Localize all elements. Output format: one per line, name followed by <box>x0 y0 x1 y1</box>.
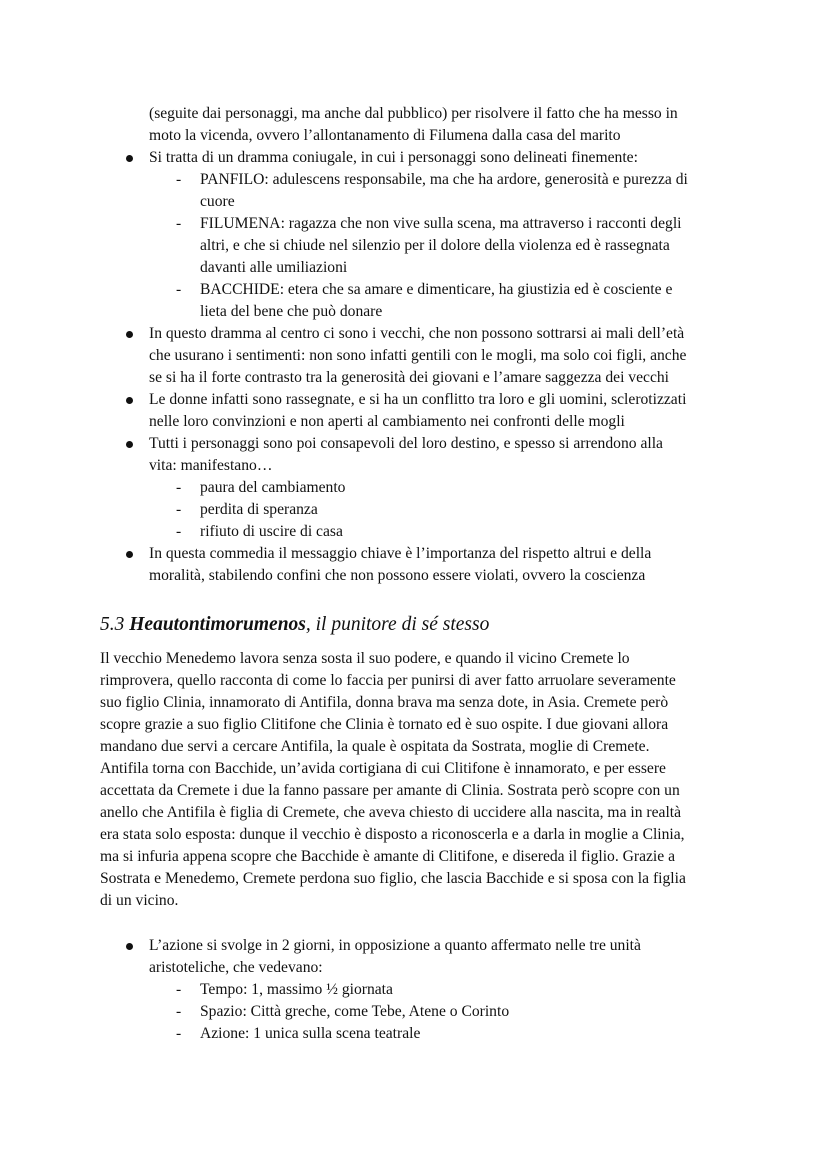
section-title: Heautontimorumenos <box>129 614 306 635</box>
bullet-dot <box>126 441 133 448</box>
dash-marker: - <box>176 501 182 518</box>
paragraph-line: mandano due servi a cercare Antifila, la quale è ospitata da Sostrata, moglie di Cremete. <box>100 738 650 755</box>
section-number: 5.3 <box>100 614 130 635</box>
dash-marker: - <box>176 281 182 298</box>
bullet1-text: Si tratta di un dramma coniugale, in cui i personaggi sono delineati finemente: <box>149 149 638 166</box>
section-subtitle: , il punitore di sé stesso <box>305 614 490 635</box>
paragraph-line: di un vicino. <box>100 892 179 909</box>
bullet4-line-1: Tutti i personaggi sono poi consapevoli del loro destino, e spesso si arrendono alla <box>149 435 663 452</box>
bullet-dot <box>126 943 133 950</box>
section-heading <box>100 612 489 638</box>
intro-line-2: moto la vicenda, ovvero l’allontanamento di Filumena dalla casa del marito <box>149 127 621 144</box>
paragraph-line: scopre grazie a suo figlio Clitifone che Clinia è tornato ed è suo ospite. I due giovani allora <box>100 716 669 733</box>
paragraph-line: Il vecchio Menedemo lavora senza sosta il suo podere, e quando il vicino Cremete lo <box>100 650 630 667</box>
paragraph-line: ma si infuria appena scopre che Bacchide è amante di Clitifone, e disereda il figlio. Grazie a <box>100 848 675 865</box>
paragraph-line: Antifila torna con Bacchide, un’avida cortigiana di cui Clitifone è innamorato, e per essere <box>100 760 666 777</box>
bullet6-line-2: aristoteliche, che vedevano: <box>149 959 323 976</box>
dash-marker: - <box>176 215 182 232</box>
sub-item-filumena-2: altri, e che si chiude nel silenzio per il dolore della violenza ed è rassegnata <box>200 237 670 254</box>
sub-item-panfilo-1: PANFILO: adulescens responsabile, ma che ha ardore, generosità e purezza di <box>200 171 688 188</box>
sub-item: paura del cambiamento <box>200 479 346 496</box>
sub-item: rifiuto di uscire di casa <box>200 523 343 540</box>
dash-marker: - <box>176 479 182 496</box>
paragraph-line: era stata solo esposta: dunque il vecchio è disposto a riconoscerla e a darla in moglie a Clinia, <box>100 826 685 843</box>
sub-item: Spazio: Città greche, come Tebe, Atene o Corinto <box>200 1003 510 1020</box>
dash-marker: - <box>176 171 182 188</box>
bullet5-line-2: moralità, stabilendo confini che non possono essere violati, ovvero la coscienza <box>149 567 646 584</box>
sub-item: Azione: 1 unica sulla scena teatrale <box>200 1025 421 1042</box>
sub-item-panfilo-2: cuore <box>200 193 235 210</box>
paragraph-line: accettata da Cremete i due la fanno passare per amante di Clinia. Sostrata però scopre con un <box>100 782 680 799</box>
bullet2-line-3: se si ha il forte contrasto tra la generosità dei giovani e l’amare saggezza dei vecchi <box>149 369 669 386</box>
paragraph-line: Sostrata e Menedemo, Cremete perdona suo figlio, che lascia Bacchide e si sposa con la figlia <box>100 870 686 887</box>
intro-line-1: (seguite dai personaggi, ma anche dal pubblico) per risolvere il fatto che ha messo in <box>149 105 678 122</box>
dash-marker: - <box>176 523 182 540</box>
bullet-dot <box>126 331 133 338</box>
bullet6-line-1: L’azione si svolge in 2 giorni, in opposizione a quanto affermato nelle tre unità <box>149 937 641 954</box>
sub-item-bacchide-1: BACCHIDE: etera che sa amare e dimenticare, ha giustizia ed è cosciente e <box>200 281 673 298</box>
paragraph-line: anello che Antifila è figlia di Cremete, che aveva chiesto di uccidere alla nascita, ma in realtà <box>100 804 682 821</box>
dash-marker: - <box>176 1025 182 1042</box>
bullet-dot <box>126 551 133 558</box>
paragraph-line: rimprovera, quello racconta di come lo faccia per punirsi di aver fatto arruolare severamente <box>100 672 676 689</box>
bullet5-line-1: In questa commedia il messaggio chiave è l’importanza del rispetto altrui e della <box>149 545 652 562</box>
dash-marker: - <box>176 1003 182 1020</box>
dash-marker: - <box>176 981 182 998</box>
bullet-dot <box>126 155 133 162</box>
sub-item-filumena-1: FILUMENA: ragazza che non vive sulla scena, ma attraverso i racconti degli <box>200 215 682 232</box>
bullet3-line-1: Le donne infatti sono rassegnate, e si ha un conflitto tra loro e gli uomini, sclerotizzati <box>149 391 687 408</box>
bullet2-line-2: che usurano i sentimenti: non sono infatti gentili con le mogli, ma solo coi figli, anche <box>149 347 687 364</box>
bullet3-line-2: nelle loro convinzioni e non aperti al cambiamento nei confronti delle mogli <box>149 413 625 430</box>
sub-item: perdita di speranza <box>200 501 318 518</box>
sub-item-bacchide-2: lieta del bene che può donare <box>200 303 383 320</box>
paragraph-line: suo figlio Clinia, innamorato di Antifila, donna brava ma senza dote, in Asia. Cremete però <box>100 694 669 711</box>
bullet-dot <box>126 397 133 404</box>
bullet2-line-1: In questo dramma al centro ci sono i vecchi, che non possono sottrarsi ai mali dell’età <box>149 325 685 342</box>
sub-item-filumena-3: davanti alle umiliazioni <box>200 259 348 276</box>
bullet4-line-2: vita: manifestano… <box>149 457 273 474</box>
sub-item: Tempo: 1, massimo ½ giornata <box>200 981 393 998</box>
